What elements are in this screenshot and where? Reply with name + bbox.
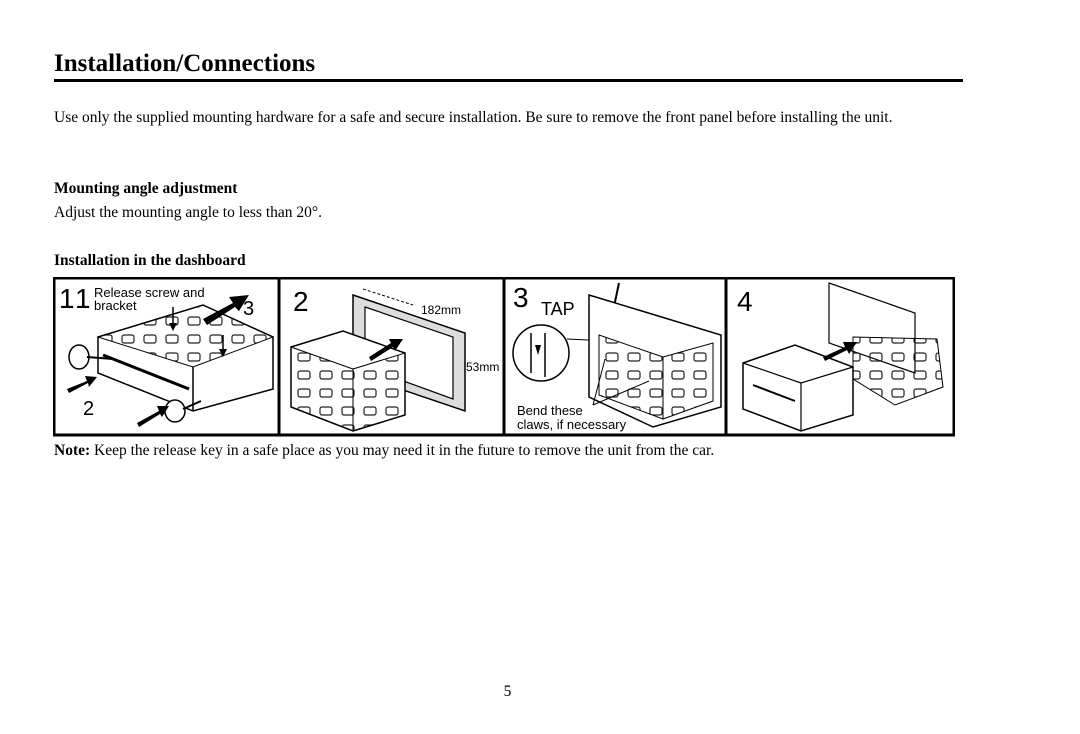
panel2-height-dimension: 53mm xyxy=(466,360,500,374)
intro-paragraph: Use only the supplied mounting hardware for a safe and secure installation. Be sure to remove the front panel before installing the unit. xyxy=(54,109,893,126)
panel4-step-number: 4 xyxy=(737,286,753,317)
panel1-label-line2: bracket xyxy=(94,298,137,313)
panel3-tap-label: TAP xyxy=(541,299,575,319)
note-text: Keep the release key in a safe place as you may need it in the future to remove the unit from the car. xyxy=(90,442,715,459)
panel1-callout-3: 3 xyxy=(243,298,255,320)
panel2-step-number: 2 xyxy=(293,286,309,317)
installation-diagram xyxy=(53,277,955,442)
title-underline xyxy=(54,79,963,82)
page-number: 5 xyxy=(503,683,512,700)
panel2-width-dimension: 182mm xyxy=(421,303,462,317)
panel1-label-line1: Release screw and xyxy=(94,285,205,300)
panel1-step-number: 1 xyxy=(59,283,75,314)
mounting-angle-heading: Mounting angle adjustment xyxy=(54,180,238,197)
panel3-step-number: 3 xyxy=(513,282,529,313)
panel3-label-line2: claws, if necessary xyxy=(517,417,627,432)
panel1-callout-2: 2 xyxy=(83,398,95,420)
note-paragraph xyxy=(54,441,714,461)
note-label: Note: xyxy=(54,442,91,459)
page-title: Installation/Connections xyxy=(54,50,316,77)
panel1-callout-1: 1 xyxy=(75,283,91,314)
dashboard-heading: Installation in the dashboard xyxy=(54,252,246,269)
mounting-angle-text: Adjust the mounting angle to less than 20°. xyxy=(54,204,322,221)
panel3-label-line1: Bend these xyxy=(517,403,583,418)
